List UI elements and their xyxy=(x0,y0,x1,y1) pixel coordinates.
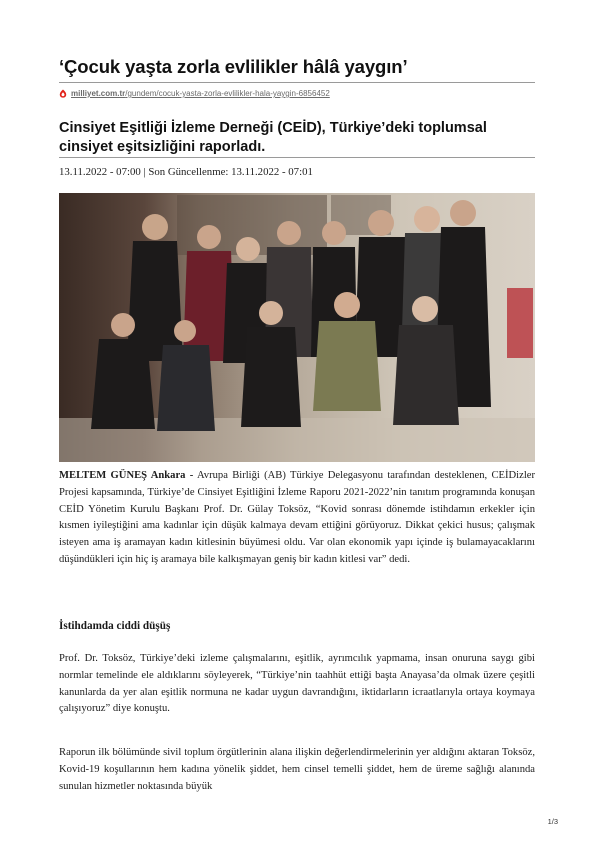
section-heading: İstihdamda ciddi düşüş xyxy=(59,620,171,632)
article-paragraph xyxy=(59,468,535,569)
group-photo xyxy=(59,193,535,462)
source-domain[interactable]: milliyet.com.tr xyxy=(71,89,126,98)
page-number: 1/3 xyxy=(547,817,558,826)
group-photo-illustration xyxy=(59,193,535,462)
title-divider xyxy=(59,82,535,83)
byline: MELTEM GÜNEŞ Ankara - xyxy=(59,470,194,481)
subtitle-divider xyxy=(59,157,535,158)
paragraph-text: Raporun ilk bölümünde sivil toplum örgütlerinin alana ilişkin değerlendirmelerinin yer aldığını aktaran Toksöz, Kovid-19 koşullarının hem kadına yönelik şiddet, hem cinsel temelli şiddet, hem de üreme sağlığı alanında sunulan hizmetler noktasında büyük xyxy=(59,747,535,792)
article-subtitle: Cinsiyet Eşitliği İzleme Derneği (CEİD), Türkiye’deki toplumsal cinsiyet eşitsizliğini raporladı. xyxy=(59,120,487,155)
article-dateline: 13.11.2022 - 07:00 | Son Güncellenme: 13.11.2022 - 07:01 xyxy=(59,166,313,178)
paragraph-text: Prof. Dr. Toksöz, Türkiye’deki izleme çalışmalarını, eşitlik, ayrımcılık yapmama, insan onuruna saygı gibi normlar temelinde ele aldıklarını söyleyerek, “Türkiye’nin taahhüt ettiği başta Anayasa’da olmak üzere çeşitli kanunlarda da yer alan eşitlik normuna ne kadar uygun davrandığını, iktidarların icraatlarıyla ortaya koymaya çalışıyoruz” diye konuştu. xyxy=(59,653,535,715)
source-link[interactable] xyxy=(59,89,330,98)
paragraph-text: Avrupa Birliği (AB) Türkiye Delegasyonu tarafından desteklenen, CEİDizler Projesi kapsamında, Türkiye’de Cinsiyet Eşitliğini İzleme Raporu 2021-2022’nin tanıtım programında konuşan CEİD Yönetim Kurulu Başkanı Prof. Dr. Gülay Toksöz, “Kovid sonrası dönemde istihdamın erkekler için kısmen iyileştiğini ama kadınlar için düşük kalmaya devam ettiğini görüyoruz. Dikkat çekici husus; çalışmak isteyen ama iş aramayan kadın kitlesinin büyümesi oldu. Var olan ekonomik yapı içinde iş bulamayacaklarını düşündükleri için hiç iş aramaya bile kalkışmayan geniş bir kadın kitlesi var” dedi. xyxy=(59,470,535,565)
article-title: ‘Çocuk yaşta zorla evlilikler hâlâ yaygın’ xyxy=(59,56,408,77)
source-path[interactable]: /gundem/cocuk-yasta-zorla-evlilikler-hala-yaygin-6856452 xyxy=(125,89,330,98)
red-chairs xyxy=(507,288,533,358)
article-paragraph xyxy=(59,745,535,795)
article-paragraph xyxy=(59,651,535,718)
milliyet-logo-icon xyxy=(59,89,67,98)
